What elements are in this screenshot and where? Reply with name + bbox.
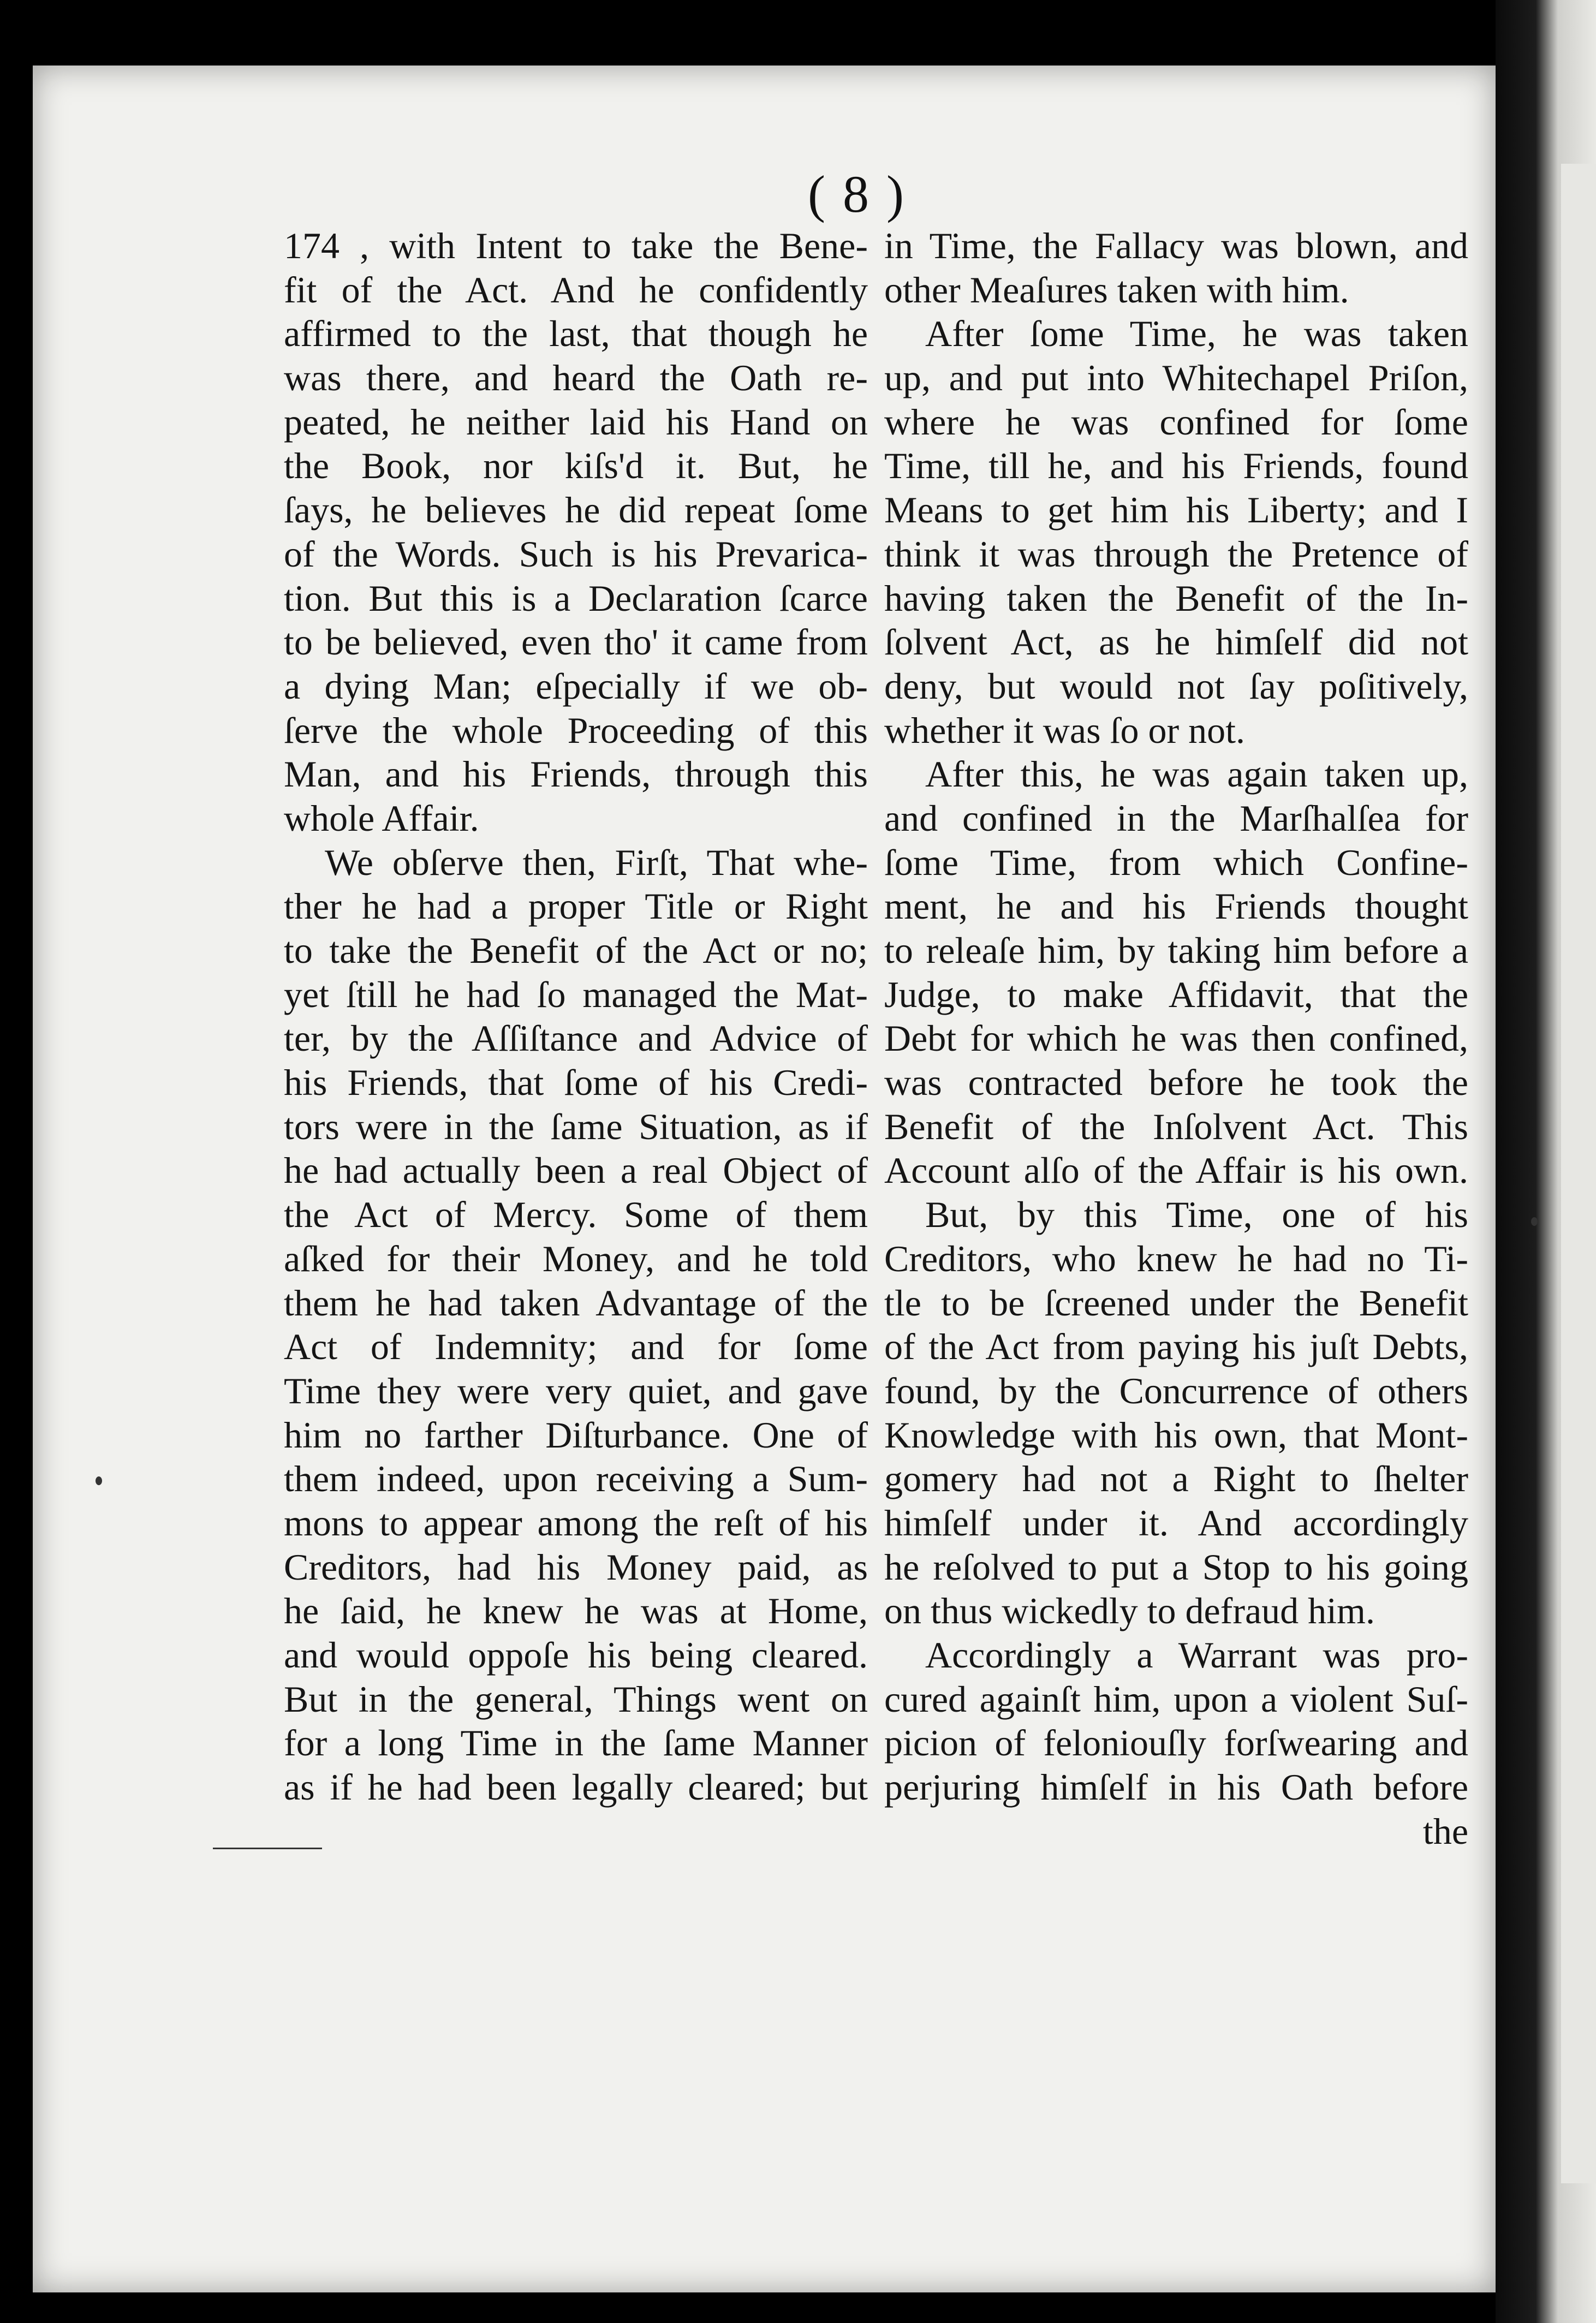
text-line: perjuring himſelf in his Oath before <box>884 1766 1468 1808</box>
text-line: the Act of Mercy. Some of them <box>284 1194 868 1236</box>
ink-speck <box>1531 1217 1538 1226</box>
text-line: fit of the Act. And he confidently <box>284 269 868 311</box>
text-line: After ſome Time, he was taken <box>925 313 1468 355</box>
text-line: of the Act from paying his juſt Debts, <box>884 1326 1468 1368</box>
text-line: he had actually been a real Object of <box>284 1149 868 1192</box>
left-text-column <box>284 224 868 1809</box>
text-line: peated, he neither laid his Hand on <box>284 401 868 443</box>
text-line: gomery had not a Right to ſhelter <box>884 1458 1468 1500</box>
text-line: he reſolved to put a Stop to his going <box>884 1546 1468 1588</box>
text-line: Time, till he, and his Friends, found <box>884 445 1468 487</box>
text-line: having taken the Benefit of the In- <box>884 577 1468 619</box>
text-line: Act of Indemnity; and for ſome <box>284 1326 868 1368</box>
text-line: was there, and heard the Oath re- <box>284 357 868 399</box>
text-line: Judge, to make Affidavit, that the <box>884 973 1468 1015</box>
text-line: After this, he was again taken up, <box>925 753 1468 795</box>
text-line: But in the general, Things went on <box>284 1678 868 1720</box>
text-line: them he had taken Advantage of the <box>284 1282 868 1324</box>
text-line: picion of feloniouſly forſwearing and <box>884 1722 1468 1764</box>
text-line: him no farther Diſturbance. One of <box>284 1414 868 1456</box>
text-line: think it was through the Pretence of <box>884 533 1468 575</box>
text-line: his Friends, that ſome of his Credi- <box>284 1062 868 1104</box>
text-line: found, by the Concurrence of others <box>884 1369 1468 1411</box>
text-line: to take the Benefit of the Act or no; <box>284 930 868 971</box>
text-line: on thus wickedly to defraud him. <box>884 1590 1375 1632</box>
text-line: was contracted before he took the <box>884 1062 1468 1104</box>
right-text-column <box>884 224 1468 1853</box>
text-line: Benefit of the Inſolvent Act. This <box>884 1105 1468 1147</box>
text-line: to releaſe him, by taking him before a <box>884 930 1468 971</box>
text-line: Accordingly a Warrant was pro- <box>925 1634 1468 1676</box>
text-line: a dying Man; eſpecially if we ob- <box>284 665 868 707</box>
text-line: up, and put into Whitechapel Priſon, <box>884 357 1468 399</box>
text-line: ſerve the whole Proceeding of this <box>284 709 868 751</box>
text-line: cured againſt him, upon a violent Suſ- <box>884 1678 1468 1720</box>
text-line: Knowledge with his own, that Mont- <box>884 1414 1468 1456</box>
footer-rule <box>213 1848 322 1849</box>
text-line: Creditors, who knew he had no Ti- <box>884 1237 1468 1279</box>
text-line: deny, but would not ſay poſitively, <box>884 665 1468 707</box>
text-line: Debt for which he was then confined, <box>884 1017 1468 1059</box>
text-line: Creditors, had his Money paid, as <box>284 1546 868 1588</box>
page-number: ( 8 ) <box>808 165 906 223</box>
text-line: them indeed, upon receiving a Sum- <box>284 1458 868 1500</box>
text-line: Account alſo of the Affair is his own. <box>884 1149 1468 1192</box>
text-line: of the Words. Such is his Prevarica- <box>284 533 868 575</box>
text-line: tion. But this is a Declaration ſcarce <box>284 577 868 619</box>
text-line: 174 , with Intent to take the Bene- <box>284 225 868 266</box>
book-gutter <box>1496 0 1596 2323</box>
text-line: mons to appear among the reſt of his <box>284 1502 868 1544</box>
text-line: But, by this Time, one of his <box>925 1194 1468 1236</box>
text-line: other Meaſures taken with him. <box>884 269 1349 311</box>
text-line: himſelf under it. And accordingly <box>884 1502 1468 1544</box>
text-line: ſolvent Act, as he himſelf did not <box>884 621 1468 663</box>
text-line: where he was confined for ſome <box>884 401 1468 443</box>
text-line: whole Affair. <box>284 797 479 839</box>
text-line: in Time, the Fallacy was blown, and <box>884 225 1468 266</box>
ink-speck <box>96 1476 102 1485</box>
text-line: whether it was ſo or not. <box>884 709 1245 751</box>
text-line: to be believed, even tho' it came from <box>284 621 868 663</box>
text-line: We obſerve then, Firſt, That whe- <box>325 841 868 883</box>
text-line: Time they were very quiet, and gave <box>284 1369 868 1411</box>
text-line: ter, by the Aſſiſtance and Advice of <box>284 1017 868 1059</box>
text-line: tle to be ſcreened under the Benefit <box>884 1282 1468 1324</box>
text-line: tors were in the ſame Situation, as if <box>284 1105 868 1147</box>
text-line: yet ſtill he had ſo managed the Mat- <box>284 973 868 1015</box>
text-line: ther he had a proper Title or Right <box>284 885 868 927</box>
text-line: ſome Time, from which Confine- <box>884 841 1468 883</box>
text-line: affirmed to the last, that though he <box>284 313 868 355</box>
text-line: and would oppoſe his being cleared. <box>284 1634 868 1676</box>
text-line: as if he had been legally cleared; but <box>284 1766 868 1808</box>
text-line: ment, he and his Friends thought <box>884 885 1468 927</box>
text-line: for a long Time in the ſame Manner <box>284 1722 868 1764</box>
text-line: he ſaid, he knew he was at Home, <box>284 1590 868 1632</box>
text-line: and confined in the Marſhalſea for <box>884 797 1468 839</box>
text-line: Means to get him his Liberty; and I <box>884 489 1468 531</box>
text-line: Man, and his Friends, through this <box>284 753 868 795</box>
text-line: the Book, nor kiſs'd it. But, he <box>284 445 868 487</box>
text-line: ſays, he believes he did repeat ſome <box>284 489 868 531</box>
text-line: aſked for their Money, and he told <box>284 1237 868 1279</box>
text-line: the <box>1422 1810 1468 1852</box>
